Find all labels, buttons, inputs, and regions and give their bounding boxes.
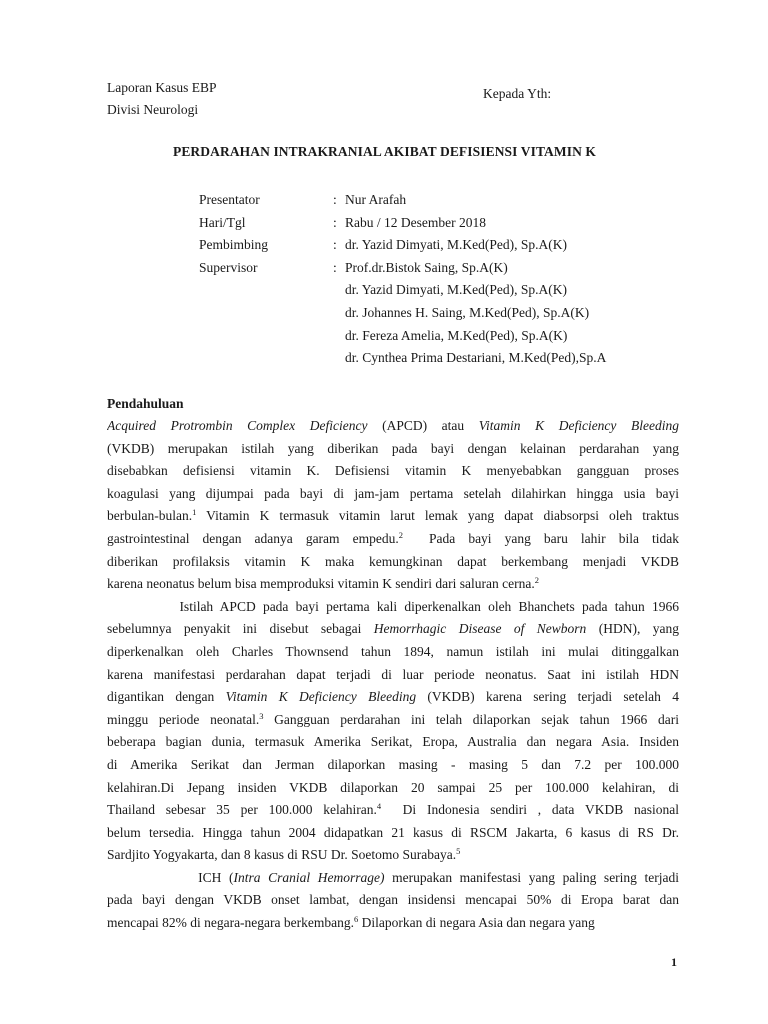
info-value: Nur Arafah	[345, 192, 407, 207]
text-line	[107, 867, 679, 890]
text-run: di Amerika Serikat dan Jerman dilaporkan masing - masing 5 dan 7.2 per 100.000	[107, 756, 679, 772]
text-run: beberapa bagian dunia, termasuk Amerika Serikat, Eropa, Australia dan negara Asia. Insiden	[107, 734, 679, 750]
section-heading: Pendahuluan	[107, 396, 184, 411]
text-run: ICH (	[107, 869, 234, 885]
info-row-date	[0, 212, 768, 235]
text-line	[107, 799, 679, 822]
colon: :	[333, 259, 337, 275]
text-line	[107, 505, 679, 528]
text-run: gastrointestinal dengan adanya garam empedu.	[107, 530, 399, 546]
text-run: diperkenalkan oleh Charles Thownsend tahun 1894, namun istilah ini mulai ditinggalkan	[107, 643, 679, 659]
report-type: Laporan Kasus EBP	[107, 80, 217, 95]
citation-ref: 4	[376, 801, 382, 812]
italic-term: Vitamin K Deficiency Bleeding	[478, 418, 679, 433]
colon: :	[333, 237, 337, 253]
supervisor-name: dr. Johannes H. Saing, M.Ked(Ped), Sp.A(K)	[345, 304, 590, 320]
text-line	[107, 460, 679, 483]
citation-ref: 2	[534, 575, 539, 586]
info-label: Presentator	[199, 192, 260, 207]
supervisor-name: dr. Fereza Amelia, M.Ked(Ped), Sp.A(K)	[345, 327, 568, 343]
text-run: kelahiran.Di Jepang insiden VKDB dilaporkan 20 sampai 25 per 100.000 kelahiran, di	[107, 779, 679, 795]
text-run: (VKDB) merupakan istilah yang diberikan pada bayi dengan kelainan perdarahan yang	[107, 440, 679, 456]
info-value: dr. Yazid Dimyati, M.Ked(Ped), Sp.A(K)	[345, 237, 567, 253]
text-line	[107, 438, 679, 461]
text-line	[107, 618, 679, 641]
text-run: (VKDB) karena sering terjadi setelah 4	[416, 689, 679, 705]
colon: :	[333, 192, 337, 207]
citation-ref: 3	[259, 710, 264, 721]
info-table	[0, 189, 768, 370]
text-line	[107, 912, 679, 935]
supervisor-name: dr. Cynthea Prima Destariani, M.Ked(Ped),Sp.A	[345, 350, 607, 366]
citation-ref: 2	[398, 529, 403, 540]
text-line	[107, 596, 679, 619]
text-line	[107, 641, 679, 664]
italic-term: Vitamin K Deficiency Bleeding	[225, 689, 417, 705]
supervisor-name: dr. Yazid Dimyati, M.Ked(Ped), Sp.A(K)	[345, 282, 567, 298]
text-run: Gangguan perdarahan ini telah dilaporkan sejak tahun 1966 dari	[263, 711, 679, 727]
citation-ref: 6	[354, 914, 359, 925]
text-run: koagulasi yang dijumpai pada bayi di jam-jam pertama setelah dilahirkan hingga usia bayi	[107, 485, 679, 501]
italic-term: Intra Cranial Hemorrage)	[233, 869, 385, 885]
info-value: Rabu / 12 Desember 2018	[345, 214, 486, 230]
text-run: merupakan manifestasi yang paling sering terjadi	[384, 869, 679, 885]
text-run: Thailand sebesar 35 per 100.000 kelahiran.	[107, 802, 377, 818]
text-line	[107, 686, 679, 709]
info-row-presentator	[0, 189, 768, 212]
info-row-supervisor-cont	[0, 347, 768, 370]
info-row-supervisor	[0, 257, 768, 280]
paragraph-2	[107, 596, 679, 867]
text-line	[107, 709, 679, 732]
citation-ref: 5	[456, 846, 461, 857]
body-text	[107, 393, 679, 935]
text-line	[107, 731, 679, 754]
text-line	[107, 664, 679, 687]
text-run: karena neonatus belum bisa memproduksi vitamin K sendiri dari saluran cerna.	[107, 576, 535, 592]
document-title: PERDARAHAN INTRAKRANIAL AKIBAT DEFISIENSI VITAMIN K	[172, 144, 597, 159]
text-run: mencapai 82% di negara-negara berkembang.	[107, 915, 355, 931]
paragraph-1	[107, 415, 679, 596]
text-run: Vitamin K termasuk vitamin larut lemak yang dapat diabsorpsi oleh traktus	[196, 508, 679, 524]
info-row-supervisor-cont	[0, 325, 768, 348]
text-line	[107, 777, 679, 800]
text-run: minggu periode neonatal.	[107, 711, 260, 727]
text-run: Dilaporkan di negara Asia dan negara yang	[358, 915, 595, 931]
info-label: Supervisor	[199, 259, 258, 275]
text-line	[107, 415, 679, 438]
text-run: Sardjito Yogyakarta, dan 8 kasus di RSU Dr. Soetomo Surabaya.	[107, 847, 457, 863]
supervisor-name: Prof.dr.Bistok Saing, Sp.A(K)	[345, 259, 508, 275]
text-run: karena manifestasi perdarahan dapat terjadi di luar periode neonatus. Saat ini istilah HDN	[107, 666, 679, 682]
text-run: (APCD) atau	[367, 418, 479, 433]
text-run: sebelumnya penyakit ini disebut sebagai	[107, 621, 374, 637]
division: Divisi Neurologi	[107, 102, 199, 117]
page-number: 1	[671, 955, 677, 969]
text-line	[107, 889, 679, 912]
text-run: pada bayi dengan VKDB onset lambat, dengan insidensi mencapai 50% di Eropa barat dan	[107, 892, 679, 908]
italic-term: Acquired Protrombin Complex Deficiency	[107, 418, 368, 433]
info-row-supervisor-cont	[0, 302, 768, 325]
text-line	[107, 822, 679, 845]
text-run: digantikan dengan	[107, 689, 226, 705]
text-line	[107, 573, 679, 596]
text-run: berbulan-bulan.	[107, 508, 193, 524]
text-run: belum tersedia. Hingga tahun 2004 didapatkan 21 kasus di RSCM Jakarta, 6 kasus di RS Dr.	[107, 824, 679, 840]
info-label: Pembimbing	[199, 237, 269, 253]
info-label: Hari/Tgl	[199, 214, 246, 230]
info-row-advisor	[0, 234, 768, 257]
text-line	[107, 754, 679, 777]
text-run: (HDN), yang	[586, 621, 679, 637]
text-line	[107, 528, 679, 551]
text-run: Di Indonesia sendiri , data VKDB nasional	[381, 802, 679, 818]
text-line	[107, 483, 679, 506]
text-run: Istilah APCD pada bayi pertama kali diperkenalkan oleh Bhanchets pada tahun 1966	[107, 598, 679, 614]
colon: :	[333, 214, 337, 230]
text-run: diberikan profilaksis vitamin K maka kemungkinan dapat berkembang menjadi VKDB	[107, 553, 679, 569]
italic-term: Hemorrhagic Disease of Newborn	[373, 621, 587, 637]
text-line	[107, 551, 679, 574]
text-run: Pada bayi yang baru lahir bila tidak	[402, 530, 679, 546]
paragraph-3	[107, 867, 679, 935]
citation-ref: 1	[192, 507, 197, 518]
text-line	[107, 844, 679, 867]
addressee: Kepada Yth:	[483, 86, 552, 101]
text-run: disebabkan defisiensi vitamin K. Defisiensi vitamin K menyebabkan gangguan proses	[107, 463, 679, 479]
info-row-supervisor-cont	[0, 279, 768, 302]
